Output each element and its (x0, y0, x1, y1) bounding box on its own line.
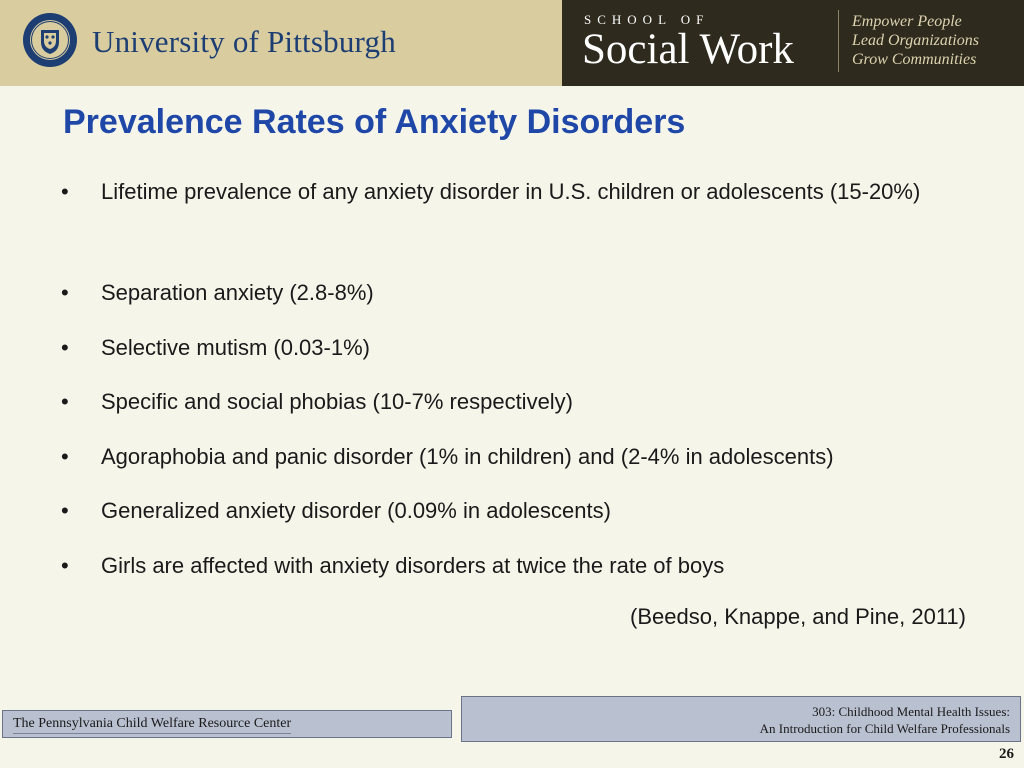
bullet-text: Girls are affected with anxiety disorders at twice the rate of boys (101, 553, 725, 578)
bullet-text: Selective mutism (0.03-1%) (101, 335, 370, 360)
bullet-text: Specific and social phobias (10-7% respectively) (101, 389, 574, 414)
bullet-dot: • (61, 498, 69, 523)
header-divider (838, 10, 839, 72)
footer-course-title (760, 703, 1010, 737)
bullet-text: Generalized anxiety disorder (0.09% in adolescents) (101, 498, 611, 523)
tagline-line: Empower People (852, 13, 962, 30)
course-line: An Introduction for Child Welfare Professionals (759, 721, 1010, 736)
bullet-item (61, 169, 971, 215)
university-name: University of Pittsburgh (92, 24, 396, 59)
page-number: 26 (999, 746, 1014, 762)
bullet-dot: • (61, 335, 69, 360)
footer-organization: The Pennsylvania Child Welfare Resource Center (13, 716, 291, 734)
school-prefix: SCHOOL OF (584, 12, 710, 27)
bullet-item (61, 270, 971, 316)
bullet-text: Separation anxiety (2.8-8%) (101, 280, 374, 305)
bullet-item (61, 488, 971, 534)
footer-course-box (461, 696, 1021, 742)
course-line: 303: Childhood Mental Health Issues: (812, 704, 1010, 719)
bullet-item (61, 434, 971, 480)
school-tagline (852, 12, 979, 69)
bullet-item (61, 325, 971, 371)
tagline-line: Lead Organizations (852, 32, 979, 49)
bullet-item (61, 543, 971, 589)
bullet-dot: • (61, 389, 69, 414)
footer-organization-box (2, 710, 452, 738)
bullet-dot: • (61, 553, 69, 578)
slide-title: Prevalence Rates of Anxiety Disorders (63, 103, 686, 141)
bullet-dot: • (61, 280, 69, 305)
bullet-dot: • (61, 179, 69, 204)
bullet-text: Agoraphobia and panic disorder (1% in children) and (2-4% in adolescents) (101, 444, 834, 469)
bullet-dot: • (61, 444, 69, 469)
university-seal-icon (22, 12, 78, 68)
citation: (Beedso, Knappe, and Pine, 2011) (630, 604, 966, 629)
bullet-text: Lifetime prevalence of any anxiety disorder in U.S. children or adolescents (15-20%) (101, 179, 921, 204)
bullet-item (61, 379, 971, 425)
tagline-line: Grow Communities (852, 51, 977, 68)
school-name: Social Work (582, 26, 794, 73)
